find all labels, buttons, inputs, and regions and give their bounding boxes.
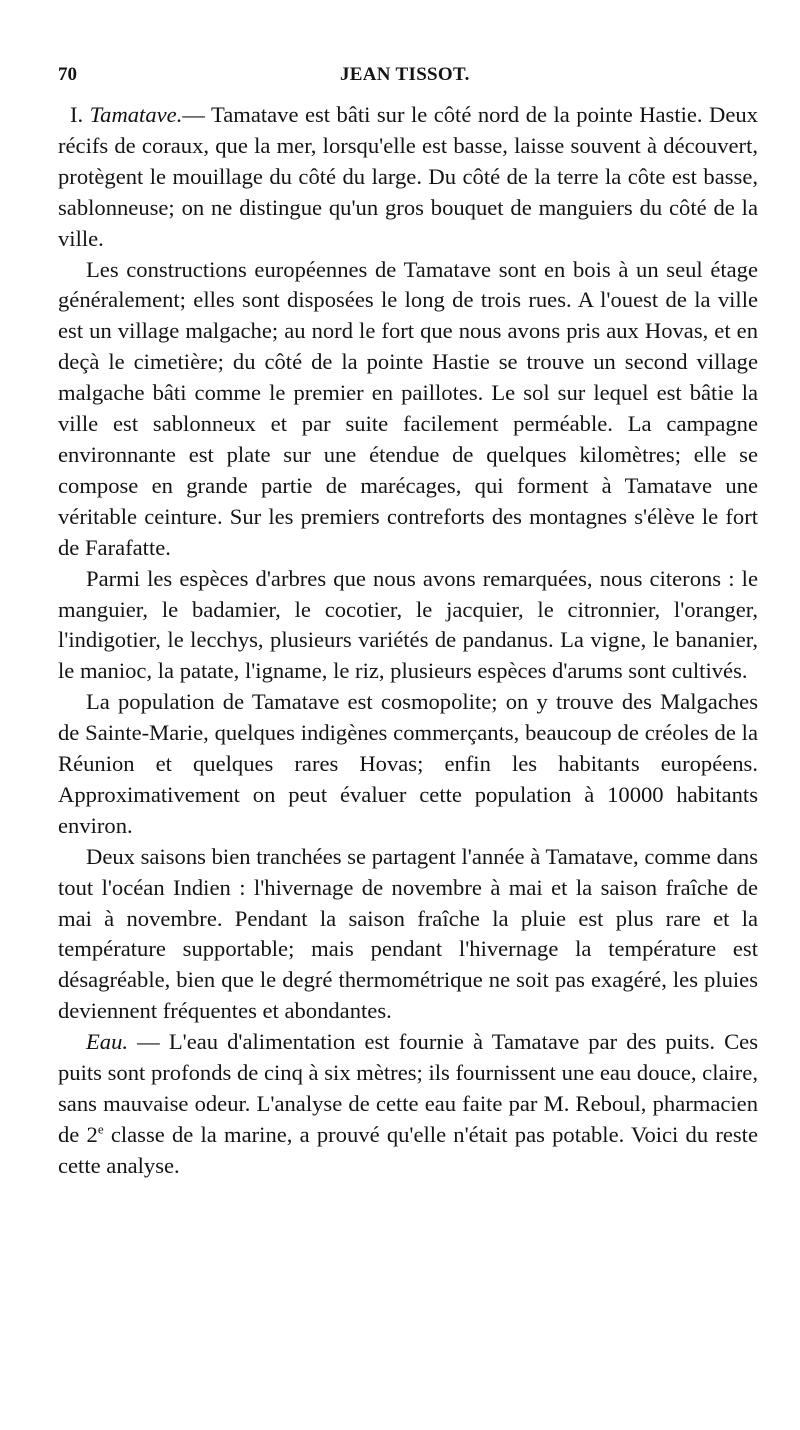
running-head-author: JEAN TISSOT. [340, 64, 470, 85]
paragraph-text-continued: classe de la marine, a prouvé qu'elle n'était pas potable. Voici du reste cette analyse. [58, 1121, 758, 1178]
paragraph-seasons: Deux saisons bien tranchées se partagent l'année à Tamatave, comme dans tout l'océan Indien : l'hivernage de novembre à mai et la saison fraîche de mai à novembre. Pendant la saison fraîche la pluie est plus rare et la température supportable; mais pendant l'hivernage la température est désagréable, bien que le degré thermométrique ne soit pas exagéré, les pluies deviennent fréquentes et abondantes. [58, 843, 758, 1024]
paragraph-text: — Tamatave est bâti sur le côté nord de la pointe Hastie. Deux récifs de coraux, que la mer, lorsqu'elle est basse, laisse souvent à découvert, protègent le mouillage du côté du large. Du côté de la terre la côte est basse, sablonneuse; on ne distingue qu'un gros bouquet de manguiers du côté de la ville. [58, 102, 758, 251]
body-text [58, 100, 758, 1182]
section-title-eau: Eau. [86, 1029, 129, 1055]
page-number: 70 [58, 64, 77, 85]
paragraph-trees: Parmi les espèces d'arbres que nous avons remarquées, nous citerons : le manguier, le badamier, le cocotier, le jacquier, le citronnier, l'oranger, l'indigotier, le lecchys, plusieurs variétés de pandanus. La vigne, le bananier, le manioc, la patate, l'igname, le riz, plusieurs espèces d'arums sont cultivés. [58, 565, 758, 684]
paragraph-text: — L'eau d'alimentation est fournie à Tamatave par des puits. Ces puits sont profonds de cinq à six mètres; ils fournissent une eau douce, claire, sans mauvaise odeur. L'analyse de cette eau faite par M. Reboul, pharmacien de 2 [58, 1029, 759, 1147]
paragraph-water [58, 1027, 758, 1182]
running-head [58, 64, 758, 92]
ordinal-superscript: e [97, 1121, 104, 1137]
section-title-tamatave: Tamatave. [89, 102, 183, 127]
paragraph-constructions: Les constructions européennes de Tamatave sont en bois à un seul étage généralement; elles sont disposées le long de trois rues. A l'ouest de la ville est un village malgache; au nord le fort que nous avons pris aux Hovas, et en deçà le cimetière; du côté de la pointe Hastie se trouve un second village malgache bâti comme le premier en paillotes. Le sol sur lequel est bâtie la ville est sablonneux et par suite facilement perméable. La campagne environnante est plate sur une étendue de quelques kilomètres; elle se compose en grande partie de marécages, qui forment à Tamatave une véritable ceinture. Sur les premiers contreforts des montagnes s'élève le fort de Farafatte. [58, 256, 758, 560]
section-number: I. [70, 102, 84, 127]
book-page [58, 64, 758, 1182]
paragraph-population: La population de Tamatave est cosmopolite; on y trouve des Malgaches de Sainte-Marie, quelques indigènes commerçants, beaucoup de créoles de la Réunion et quelques rares Hovas; enfin les habitants européens. Approximativement on peut évaluer cette population à 10000 habitants environ. [58, 689, 758, 838]
paragraph-tamatave [58, 100, 758, 255]
